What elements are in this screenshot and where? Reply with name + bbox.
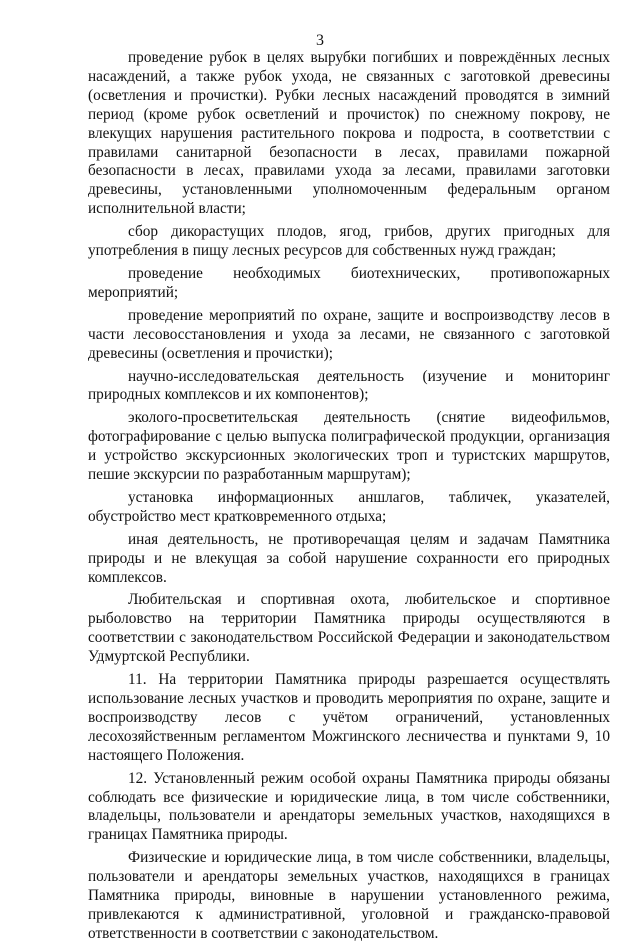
paragraph-logging: проведение рубок в целях вырубки погибших и повреждённых лесных насаждений, а также рубок ухода, не связанных с заготовкой древесины (осветления и прочистки). Рубки лесных насаждений проводятся в зимний период (кроме рубок осветлений и прочисток) по снежному покрову, не влекущих нарушения растительного покрова и подроста, в соответствии с правилами санитарной безопасности в лесах, правилами пожарной безопасности в лесах, правилами ухода за лесами, правилами заготовки древесины, установленными уполномоченным федеральным органом исполнительной власти; — [88, 49, 610, 218]
paragraph-research: научно-исследовательская деятельность (изучение и мониторинг природных комплексов и их компонентов); — [88, 367, 610, 404]
paragraph-forest-protection: проведение мероприятий по охране, защите и воспроизводству лесов в части лесовосстановления и ухода за лесами, не связанного с заготовкой древесины (осветления и прочистки); — [88, 306, 610, 362]
paragraph-eco-education: эколого-просветительская деятельность (снятие видеофильмов, фотографирование с целью выпуска полиграфической продукции, организация и устройство экскурсионных экологических троп и туристских маршрутов, пешие экскурсии по разработанным маршрутам); — [88, 409, 610, 484]
page-number: 3 — [316, 32, 324, 49]
paragraph-other-activity: иная деятельность, не противоречащая целям и задачам Памятника природы и не влекущая за собой нарушение сохранности его природных комплексов. — [88, 530, 610, 586]
paragraph-item-11: 11. На территории Памятника природы разрешается осуществлять использование лесных участков и проводить мероприятия по охране, защите и воспроизводству лесов с учётом ограничений, установленных лесохозяйственным регламентом Можгинского лесничества и пунктами 9, 10 настоящего Положения. — [88, 671, 610, 764]
paragraph-hunting-fishing: Любительская и спортивная охота, любительское и спортивное рыболовство на территории Памятника природы осуществляются в соответствии с законодательством Российской Федерации и законодательством Удмуртской Республики. — [88, 591, 610, 666]
paragraph-gathering: сбор дикорастущих плодов, ягод, грибов, других пригодных для употребления в пищу лесных ресурсов для собственных нужд граждан; — [88, 223, 610, 260]
paragraph-item-12: 12. Установленный режим особой охраны Памятника природы обязаны соблюдать все физические и юридические лица, в том числе собственники, владельцы, пользователи и арендаторы земельных участков, находящихся в границах Памятника природы. — [88, 769, 610, 844]
paragraph-signage: установка информационных аншлагов, табличек, указателей, обустройство мест кратковременного отдыха; — [88, 488, 610, 525]
document-body — [88, 49, 610, 944]
paragraph-liability: Физические и юридические лица, в том числе собственники, владельцы, пользователи и арендаторы земельных участков, находящихся в границах Памятника природы, виновные в нарушении установленного режима, привлекаются к административной, уголовной и гражданско-правовой ответственности в соответствии с законодательством. — [88, 849, 610, 942]
paragraph-biotechnical: проведение необходимых биотехнических, противопожарных мероприятий; — [88, 264, 610, 301]
